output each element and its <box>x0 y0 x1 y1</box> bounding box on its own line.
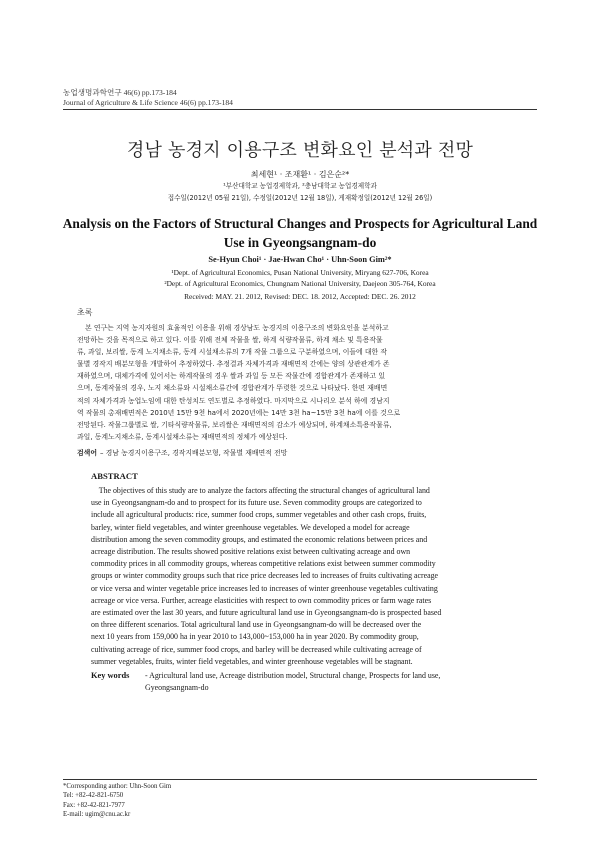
abstract-line: or vice versa and winter vegetable price increases led to increases of winter greenhouse vegetables cultivating <box>91 583 438 593</box>
journal-citation-english: Journal of Agriculture & Life Science 46(6) pp.173-184 <box>63 98 233 107</box>
abstract-line: barley, winter field vegetables, and winter greenhouse vegetables. We developed a model for acreage <box>91 522 410 532</box>
abstract-line: 물별 경작지 배분모형을 개발하여 추정하였다. 추정결과 자체가격과 재배면적 간에는 양의 상관관계가 존 <box>77 360 390 369</box>
fax: Fax: +82-42-821-7977 <box>63 801 125 809</box>
abstract-line: on three different scenarios. Total agricultural land use in Gyeongsangnam-do will be decreased over the <box>91 620 422 630</box>
corresponding-author: *Corresponding author: Uhn-Soon Gim <box>63 783 172 790</box>
abstract-line: acreage distribution. The results showed positive relations exist between cultivating acreage and own <box>91 547 411 557</box>
abstract-line: 역 작물의 총재배면적은 2010년 15만 9천 ha에서 2020년에는 14만 3천 ha~15만 3천 ha에 이를 것으로 <box>77 408 401 417</box>
paper-title-english: Analysis on the Factors of Structural Changes and Prospects for Agricultural Land Use in Gyeongsangnam-do <box>62 216 538 250</box>
abstract-korean-heading: 초록 <box>77 308 93 317</box>
affiliation-line: ¹Dept. of Agricultural Economics, Pusan National University, Miryang 627-706, Korea <box>171 268 429 277</box>
footnote-divider <box>63 779 537 780</box>
abstract-line: 적의 자체가격과 농업노임에 대한 탄성치도 연도별로 추정하였다. 마지막으로 시나리오 분석 하에 경남지 <box>77 396 390 405</box>
abstract-line: distribution among the seven commodity groups, and estimated the economic relations between prices and <box>91 534 428 544</box>
affiliation-line: ²Dept. of Agricultural Economics, Chungnam National University, Daejeon 305-764, Korea <box>164 279 436 288</box>
abstract-korean-body <box>77 322 529 443</box>
keywords-line: - Agricultural land use, Acreage distribution model, Structural change, Prospects for land use, <box>145 671 441 680</box>
abstract-line: cultivating acreage of rice, summer food crops, and barley will be decreased while cultivating acreage of <box>91 644 422 654</box>
abstract-english-heading: ABSTRACT <box>91 471 138 481</box>
abstract-line: 과일, 동계노지채소류, 동계시설채소류는 재배면적의 정체가 예상된다. <box>77 432 288 441</box>
abstract-line: acreage or vice versa. Further, acreage elasticities with respect to own commodity prices or farm wage rates <box>91 595 432 605</box>
abstract-line: summer vegetables, fruits, winter field vegetables, and winter greenhouse vegetables will be stagnant. <box>91 656 413 666</box>
abstract-line: The objectives of this study are to analyze the factors affecting the structural changes of agricultural land <box>91 486 430 495</box>
authors-english: Se-Hyun Choi¹ · Jae-Hwan Cho¹ · Uhn-Soon Gim²* <box>208 255 392 264</box>
keywords-korean-text: – 경남 농경지이용구조, 경작지배분모형, 작물별 재배면적 전망 <box>99 449 288 457</box>
abstract-line: use in Gyeongsangnam-do and to prospect for its future use. Seven commodity groups are categorized to <box>91 498 422 508</box>
paper-title-korean: 경남 농경지 이용구조 변화요인 분석과 전망 <box>126 140 474 161</box>
abstract-english-body <box>91 485 515 668</box>
abstract-line: commodity prices in all commodity groups, whereas competitive relations exist between summer commodity <box>91 559 436 569</box>
keywords-korean-label: 검색어 <box>77 449 97 457</box>
header-divider <box>63 109 537 110</box>
affiliation-english <box>40 267 560 289</box>
abstract-line: 본 연구는 지역 농지자원의 효율적인 이용을 위해 경상남도 농경지의 이용구조의 변화요인을 분석하고 <box>85 324 389 332</box>
keywords-english-text <box>145 670 529 695</box>
journal-citation-korean: 농업생명과학연구 46(6) pp.173-184 <box>63 88 177 97</box>
submission-dates-english: Received: MAY. 21. 2012, Revised: DEC. 18. 2012, Accepted: DEC. 26. 2012 <box>184 292 416 301</box>
abstract-line: 전망된다. 작물그룹별로 쌀, 기타식량작물류, 보리쌀은 재배면적의 감소가 예상되며, 하계채소특용작물류, <box>77 420 392 429</box>
abstract-line: 으며, 동계작물의 경우, 노지 채소류와 시설채소류간에 경합관계가 뚜렷한 것으로 나타났다. 한편 재배면 <box>77 384 388 393</box>
telephone: Tel: +82-42-821-6750 <box>63 792 124 800</box>
abstract-line: include all agricultural products: rice, summer food crops, summer vegetables and other cash crops, fruits, <box>91 510 427 520</box>
keywords-korean <box>77 448 529 459</box>
affiliation-korean: ¹부산대학교 농업경제학과, ²충남대학교 농업경제학과 <box>223 182 377 190</box>
authors-korean: 최세현¹ · 조재환¹ · 김은순²* <box>250 170 350 179</box>
keywords-line: Gyeongsangnam-do <box>145 683 209 693</box>
abstract-line: next 10 years from 159,000 ha in year 2010 to 143,000~153,000 ha in year 2020. By commodity group, <box>91 632 419 642</box>
submission-dates-korean: 접수일(2012년 05월 21일), 수정일(2012년 12월 18일), 게재확정일(2012년 12월 26일) <box>167 194 433 202</box>
abstract-line: 전망하는 것을 목적으로 하고 있다. 이를 위해 전체 작물을 쌀, 하계 식량작물류, 하계 채소 및 특용작물 <box>77 336 383 345</box>
abstract-line: 재하였으며, 대체가격에 있어서는 하계작물의 경우 쌀과 과일 등 모든 작물간에 경합관계가 존재하고 있 <box>77 372 386 381</box>
abstract-line: are estimated over the last 30 years, and future agricultural land use in Gyeongsangnam-do is prospected based <box>91 608 442 618</box>
keywords-english-label: Key words <box>91 671 130 680</box>
abstract-line: groups or winter commodity groups such that rice price decreases led to increases of fruits cultivating acreage <box>91 571 439 581</box>
abstract-line: 류, 과일, 보리쌀, 동계 노지채소류, 동계 시설채소류의 7개 작물 그룹으로 구분하였으며, 이들에 대한 작 <box>77 348 388 357</box>
email: E-mail: ugim@cnu.ac.kr <box>63 811 131 819</box>
running-header <box>63 88 537 108</box>
corresponding-author-footnote <box>63 782 171 820</box>
